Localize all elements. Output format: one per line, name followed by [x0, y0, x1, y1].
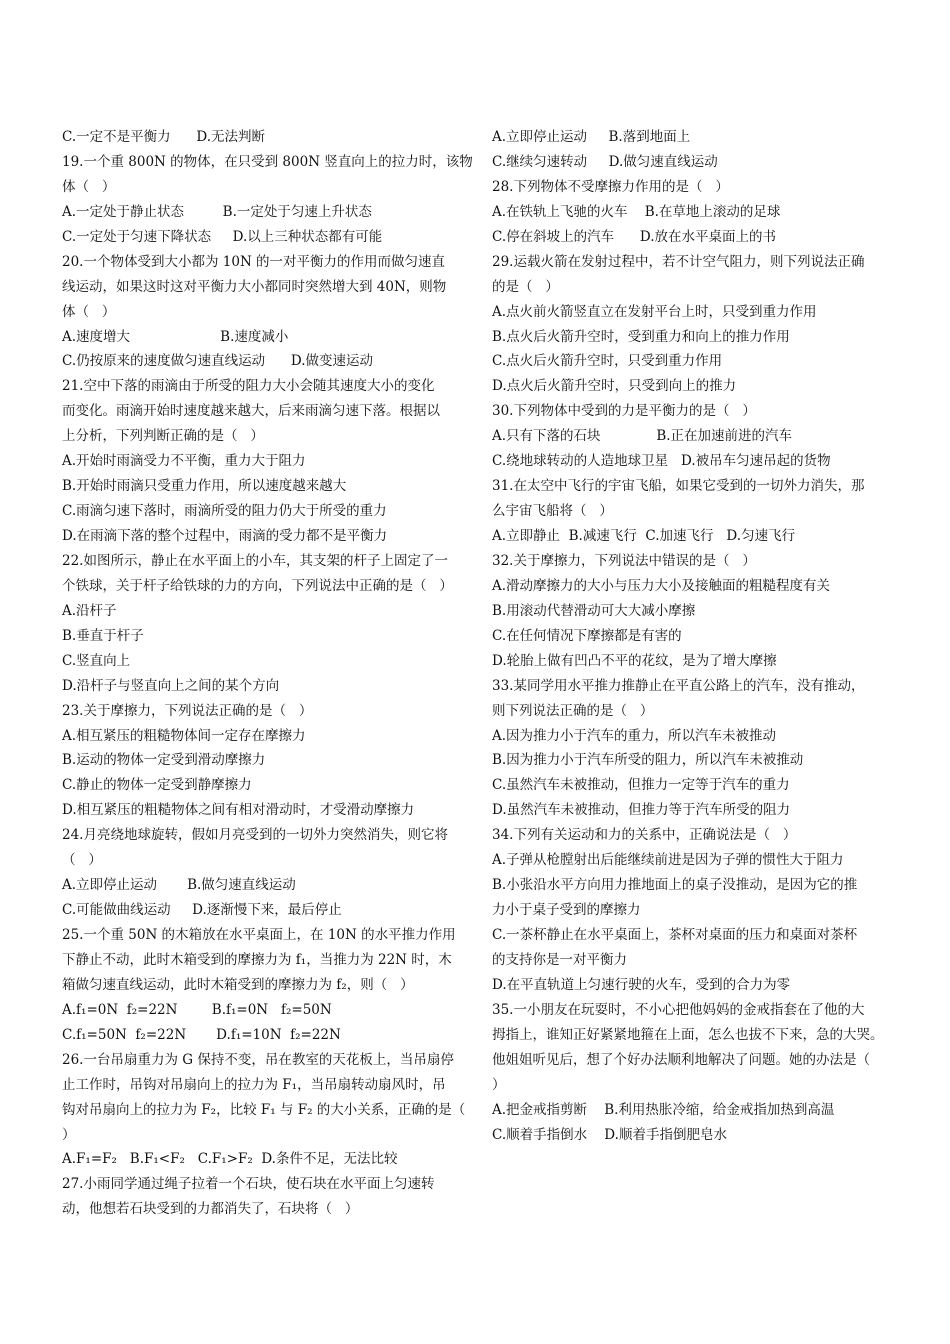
text-line: C.一茶杯静止在水平桌面上，茶杯对桌面的压力和桌面对茶杯 — [492, 927, 858, 943]
text-line: D.在雨滴下落的整个过程中，雨滴的受力都不是平衡力 — [62, 528, 388, 544]
text-line: 24.月亮绕地球旋转，假如月亮受到的一切外力突然消失，则它将 — [62, 827, 448, 844]
text-line: 30.下列物体中受到的力是平衡力的是（ ） — [492, 403, 756, 420]
text-line: A.立即静止 B.减速飞行 C.加速飞行 D.匀速飞行 — [492, 528, 796, 544]
text-line: 他姐姐听见后，想了个好办法顺利地解决了问题。她的办法是（ — [492, 1051, 870, 1068]
text-line: 拇指上，谁知正好紧紧地箍在上面，怎么也拔不下来，急的大哭。 — [492, 1026, 884, 1043]
text-line: 下静止不动，此时木箱受到的摩擦力为 f₁，当推力为 22N 时，木 — [62, 951, 452, 968]
text-line: B.因为推力小于汽车所受的阻力，所以汽车未被推动 — [492, 752, 804, 769]
text-line: C.绕地球转动的人造地球卫星 D.被吊车匀速吊起的货物 — [492, 453, 831, 470]
text-line: 20.一个物体受到大小都为 10N 的一对平衡力的作用而做匀速直 — [62, 253, 446, 270]
text-line: 体（ ） — [62, 178, 116, 195]
text-line: D.虽然汽车未被推动，但推力等于汽车所受的阻力 — [492, 802, 791, 819]
text-line: D.点火后火箭升空时，只受到向上的推力 — [492, 378, 737, 395]
text-line: C.仍按原来的速度做匀速直线运动 D.做变速运动 — [62, 353, 374, 370]
text-line: A.滑动摩擦力的大小与压力大小及接触面的粗糙程度有关 — [492, 577, 831, 594]
text-line: C.点火后火箭升空时，只受到重力作用 — [492, 353, 723, 370]
text-line: A.立即停止运动 B.做匀速直线运动 — [62, 877, 296, 894]
text-line: 33.某同学用水平推力推静止在平直公路上的汽车，没有推动， — [492, 677, 865, 694]
text-line: ） — [492, 1076, 506, 1093]
text-line: 23.关于摩擦力，下列说法正确的是（ ） — [62, 702, 313, 719]
text-line: 26.一台吊扇重力为 G 保持不变，吊在教室的天花板上，当吊扇停 — [62, 1051, 454, 1068]
text-line: 32.关于摩擦力，下列说法中错误的是（ ） — [492, 552, 756, 569]
text-line: B.运动的物体一定受到滑动摩擦力 — [62, 752, 266, 769]
text-line: A.把金戒指剪断 B.利用热胀冷缩，给金戒指加热到高温 — [492, 1101, 835, 1118]
text-line: C.竖直向上 — [62, 652, 131, 669]
text-line: B.垂直于杆子 — [62, 627, 144, 644]
text-line: C.停在斜坡上的汽车 D.放在水平桌面上的书 — [492, 228, 777, 245]
text-line: 止工作时，吊钩对吊扇向上的拉力为 F₁，当吊扇转动扇风时，吊 — [62, 1076, 446, 1093]
text-line: B.小张沿水平方向用力推地面上的桌子没推动，是因为它的推 — [492, 877, 858, 894]
text-line: A.立即停止运动 B.落到地面上 — [492, 129, 691, 145]
text-line: 28.下列物体不受摩擦力作用的是（ ） — [492, 178, 729, 195]
text-line: D.在平直轨道上匀速行驶的火车，受到的合力为零 — [492, 976, 791, 993]
text-line: 34.下列有关运动和力的关系中，正确说法是（ ） — [492, 827, 797, 844]
text-line: C.f₁=50N f₂=22N D.f₁=10N f₂=22N — [62, 1026, 341, 1043]
text-line: 而变化。雨滴开始时速度越来越大，后来雨滴匀速下落。根据以 — [62, 403, 440, 420]
text-line: 线运动，如果这时这对平衡力大小都同时突然增大到 40N，则物 — [62, 278, 447, 295]
text-line: 则下列说法正确的是（ ） — [492, 702, 654, 719]
text-line: 29.运载火箭在发射过程中，若不计空气阻力，则下列说法正确 — [492, 253, 865, 270]
text-line: A.在铁轨上飞驰的火车 B.在草地上滚动的足球 — [492, 203, 781, 220]
text-line: 上分析，下列判断正确的是（ ） — [62, 428, 264, 445]
text-line: 的是（ ） — [492, 278, 559, 295]
text-line: C.雨滴匀速下落时，雨滴所受的阻力仍大于所受的重力 — [62, 503, 387, 520]
text-line: C.虽然汽车未被推动，但推力一定等于汽车的重力 — [492, 777, 790, 794]
text-line: 箱做匀速直线运动，此时木箱受到的摩擦力为 f₂，则（ ） — [62, 976, 414, 993]
text-line: C.静止的物体一定受到静摩擦力 — [62, 777, 252, 794]
right-column — [492, 125, 894, 1147]
text-line: A.点火前火箭竖直立在发射平台上时，只受到重力作用 — [492, 303, 817, 320]
text-line: 个铁球，关于杆子给铁球的力的方向，下列说法中正确的是（ ） — [62, 577, 453, 594]
text-line: A.相互紧压的粗糙物体间一定存在摩擦力 — [62, 727, 306, 744]
text-line: 力小于桌子受到的摩擦力 — [492, 902, 641, 919]
text-line: C.一定处于匀速下降状态 D.以上三种状态都有可能 — [62, 228, 383, 245]
text-line: 22.如图所示，静止在水平面上的小车，其支架的杆子上固定了一 — [62, 552, 448, 569]
text-line: C.顺着手指倒水 D.顺着手指倒肥皂水 — [492, 1126, 727, 1143]
text-line: C.在任何情况下摩擦都是有害的 — [492, 627, 682, 644]
text-line: 35.一小朋友在玩耍时，不小心把他妈妈的金戒指套在了他的大 — [492, 1001, 865, 1018]
text-line: 么宇宙飞船将（ ） — [492, 503, 613, 520]
text-line: A.子弹从枪膛射出后能继续前进是因为子弹的惯性大于阻力 — [492, 852, 844, 869]
text-line: A.f₁=0N f₂=22N B.f₁=0N f₂=50N — [62, 1001, 332, 1018]
text-line: （ ） — [62, 852, 102, 869]
text-line: A.沿杆子 — [62, 602, 117, 619]
text-line: C.继续匀速转动 D.做匀速直线运动 — [492, 153, 718, 170]
text-line: C.可能做曲线运动 D.逐渐慢下来，最后停止 — [62, 902, 342, 919]
text-line: A.速度增大 B.速度减小 — [62, 328, 289, 345]
text-line: A.只有下落的石块 B.正在加速前进的汽车 — [492, 428, 793, 445]
text-line: B.点火后火箭升空时，受到重力和向上的推力作用 — [492, 328, 790, 345]
text-line: D.沿杆子与竖直向上之间的某个方向 — [62, 677, 280, 694]
text-line: 31.在太空中飞行的宇宙飞船，如果它受到的一切外力消失，那 — [492, 478, 865, 495]
text-line: D.相互紧压的粗糙物体之间有相对滑动时，才受滑动摩擦力 — [62, 802, 415, 819]
text-line: B.开始时雨滴只受重力作用，所以速度越来越大 — [62, 478, 347, 495]
text-line: A.F₁=F₂ B.F₁<F₂ C.F₁>F₂ D.条件不足，无法比较 — [62, 1151, 398, 1168]
left-column — [62, 125, 473, 1222]
text-line: 25.一个重 50N 的木箱放在水平桌面上，在 10N 的水平推力作用 — [62, 927, 456, 943]
text-line: ） — [62, 1126, 76, 1143]
text-line: 体（ ） — [62, 303, 116, 320]
text-line: 21.空中下落的雨滴由于所受的阻力大小会随其速度大小的变化 — [62, 378, 435, 395]
text-line: 钩对吊扇向上的拉力为 F₂，比较 F₁ 与 F₂ 的大小关系，正确的是（ — [62, 1101, 466, 1118]
text-line: B.用滚动代替滑动可大大减小摩擦 — [492, 602, 696, 619]
text-line: C.一定不是平衡力 D.无法判断 — [62, 129, 266, 145]
text-line: 动，他想若石块受到的力都消失了，石块将（ ） — [62, 1201, 359, 1218]
text-line: 27.小雨同学通过绳子拉着一个石块，使石块在水平面上匀速转 — [62, 1176, 435, 1193]
text-line: A.一定处于静止状态 B.一定处于匀速上升状态 — [62, 203, 372, 220]
text-line: A.开始时雨滴受力不平衡，重力大于阻力 — [62, 453, 306, 470]
text-line: A.因为推力小于汽车的重力，所以汽车未被推动 — [492, 727, 777, 744]
text-line: 的支持你是一对平衡力 — [492, 951, 627, 968]
text-line: 19.一个重 800N 的物体，在只受到 800N 竖直向上的拉力时，该物 — [62, 153, 473, 170]
text-line: D.轮胎上做有凹凸不平的花纹，是为了增大摩擦 — [492, 652, 777, 669]
